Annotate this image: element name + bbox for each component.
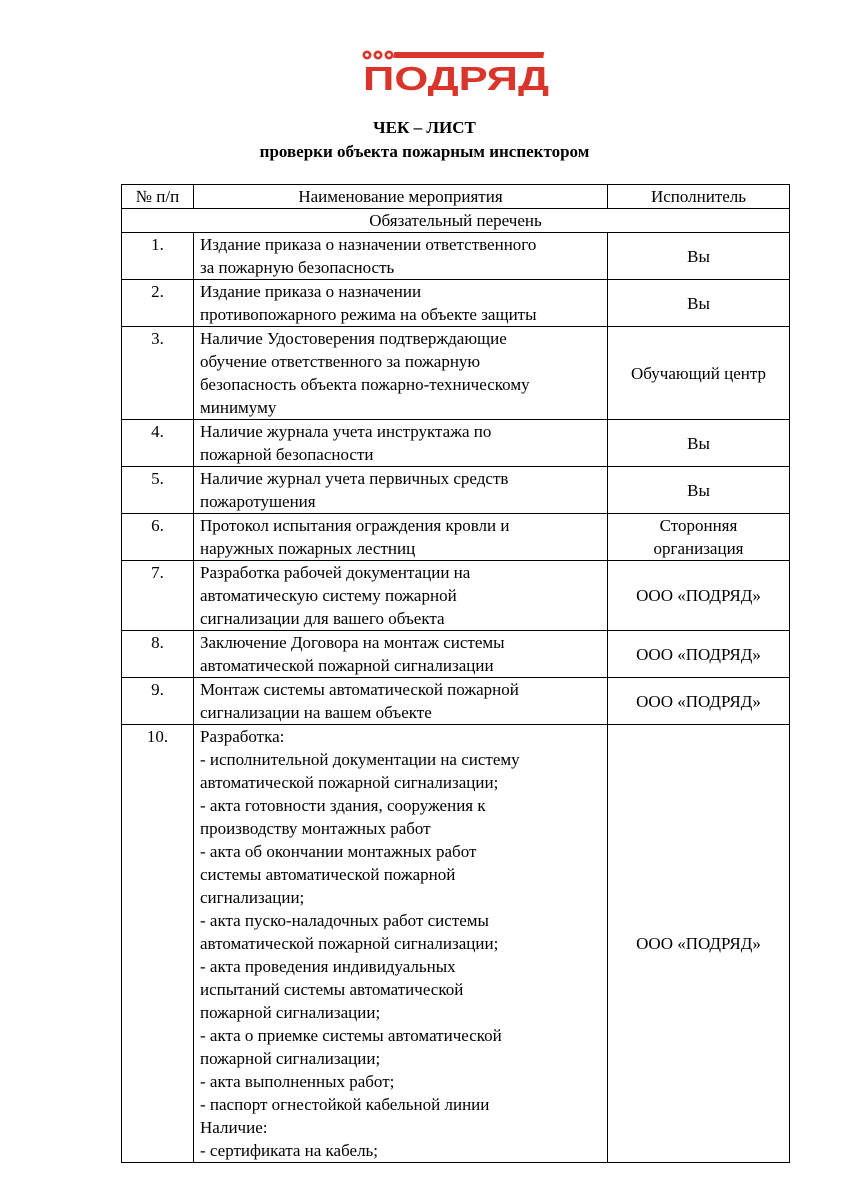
activity-line: Наличие Удостоверения подтверждающие: [200, 329, 507, 348]
row-activity: [194, 467, 608, 514]
row-executor: [608, 678, 790, 725]
activity-line: - акта готовности здания, сооружения к: [200, 796, 486, 815]
table-row: [122, 678, 790, 725]
executor-line: ООО «ПОДРЯД»: [636, 691, 761, 711]
row-number: 9.: [122, 678, 194, 725]
activity-line: сигнализации;: [200, 888, 305, 907]
header-name: Наименование мероприятия: [194, 185, 608, 209]
table-row: [122, 420, 790, 467]
row-number: 2.: [122, 280, 194, 327]
table-row: [122, 725, 790, 1163]
activity-line: - акта об окончании монтажных работ: [200, 842, 477, 861]
activity-line: - исполнительной документации на систему: [200, 750, 520, 769]
section-title: Обязательный перечень: [122, 209, 790, 233]
activity-line: Издание приказа о назначении ответственного: [200, 235, 537, 254]
executor-line: Вы: [687, 480, 710, 500]
table-row: [122, 631, 790, 678]
activity-line: Протокол испытания ограждения кровли и: [200, 516, 510, 535]
row-activity: [194, 233, 608, 280]
activity-line: обучение ответственного за пожарную: [200, 352, 481, 371]
row-number: 6.: [122, 514, 194, 561]
executor-line: Обучающий центр: [631, 363, 766, 383]
activity-line: Разработка рабочей документации на: [200, 563, 471, 582]
row-number: 7.: [122, 561, 194, 631]
activity-line: - акта проведения индивидуальных: [200, 957, 456, 976]
activity-line: Наличие журнал учета первичных средств: [200, 469, 509, 488]
executor-line: Вы: [687, 293, 710, 313]
activity-line: безопасность объекта пожарно-техническому: [200, 375, 530, 394]
header-executor: Исполнитель: [608, 185, 790, 209]
activity-line: Заключение Договора на монтаж системы: [200, 633, 505, 652]
table-row: [122, 280, 790, 327]
row-activity: [194, 280, 608, 327]
executor-line: Вы: [687, 246, 710, 266]
activity-line: автоматической пожарной сигнализации;: [200, 773, 499, 792]
activity-line: - акта пуско-наладочных работ системы: [200, 911, 489, 930]
row-executor: [608, 725, 790, 1163]
table-row: [122, 561, 790, 631]
activity-line: - акта о приемке системы автоматической: [200, 1026, 502, 1045]
row-activity: [194, 420, 608, 467]
activity-line: производству монтажных работ: [200, 819, 431, 838]
activity-line: пожаротушения: [200, 492, 316, 511]
row-activity: [194, 561, 608, 631]
row-activity: [194, 514, 608, 561]
activity-line: пожарной сигнализации;: [200, 1049, 381, 1068]
activity-line: Издание приказа о назначении: [200, 282, 422, 301]
row-activity: [194, 631, 608, 678]
activity-line: - акта выполненных работ;: [200, 1072, 395, 1091]
row-executor: [608, 327, 790, 420]
checklist-table: [121, 184, 790, 1163]
row-activity: [194, 678, 608, 725]
activity-line: Наличие:: [200, 1118, 268, 1137]
table-header-row: [122, 185, 790, 209]
executor-line: ООО «ПОДРЯД»: [636, 644, 761, 664]
executor-line: ООО «ПОДРЯД»: [636, 934, 761, 953]
executor-line: Вы: [687, 433, 710, 453]
row-executor: [608, 233, 790, 280]
activity-line: - паспорт огнестойкой кабельной линии: [200, 1095, 490, 1114]
row-executor: [608, 420, 790, 467]
activity-line: Разработка:: [200, 727, 285, 746]
row-executor: [608, 514, 790, 561]
row-number: 5.: [122, 467, 194, 514]
row-executor: [608, 561, 790, 631]
document-subtitle: проверки объекта пожарным инспектором: [259, 142, 590, 161]
activity-line: минимуму: [200, 398, 277, 417]
activity-line: Монтаж системы автоматической пожарной: [200, 680, 519, 699]
activity-line: наружных пожарных лестниц: [200, 539, 416, 558]
activity-line: автоматической пожарной сигнализации;: [200, 934, 499, 953]
activity-line: испытаний системы автоматической: [200, 980, 464, 999]
activity-line: сигнализации для вашего объекта: [200, 609, 445, 628]
row-activity: [194, 725, 608, 1163]
row-number: 10.: [122, 725, 194, 1163]
header-num: № п/п: [122, 185, 194, 209]
document-title: ЧЕК – ЛИСТ: [373, 118, 476, 137]
row-executor: [608, 467, 790, 514]
row-activity: [194, 327, 608, 420]
table-row: [122, 514, 790, 561]
activity-line: противопожарного режима на объекте защиты: [200, 305, 537, 324]
activity-line: за пожарную безопасность: [200, 258, 395, 277]
executor-line: организация: [653, 539, 744, 558]
activity-line: пожарной сигнализации;: [200, 1003, 381, 1022]
logo-text: ПОДРЯД: [363, 60, 549, 96]
row-executor: [608, 631, 790, 678]
executor-line: ООО «ПОДРЯД»: [636, 586, 761, 605]
activity-line: системы автоматической пожарной: [200, 865, 456, 884]
activity-line: сигнализации на вашем объекте: [200, 703, 432, 722]
table-row: [122, 467, 790, 514]
row-number: 3.: [122, 327, 194, 420]
table-row: [122, 233, 790, 280]
row-number: 4.: [122, 420, 194, 467]
executor-line: Сторонняя: [659, 516, 738, 535]
activity-line: автоматическую систему пожарной: [200, 586, 457, 605]
row-number: 8.: [122, 631, 194, 678]
row-number: 1.: [122, 233, 194, 280]
row-executor: [608, 280, 790, 327]
table-row: [122, 327, 790, 420]
activity-line: автоматической пожарной сигнализации: [200, 656, 494, 675]
activity-line: пожарной безопасности: [200, 445, 374, 464]
activity-line: Наличие журнала учета инструктажа по: [200, 422, 492, 441]
section-row: [122, 209, 790, 233]
activity-line: - сертификата на кабель;: [200, 1141, 379, 1160]
company-logo: [361, 48, 551, 96]
